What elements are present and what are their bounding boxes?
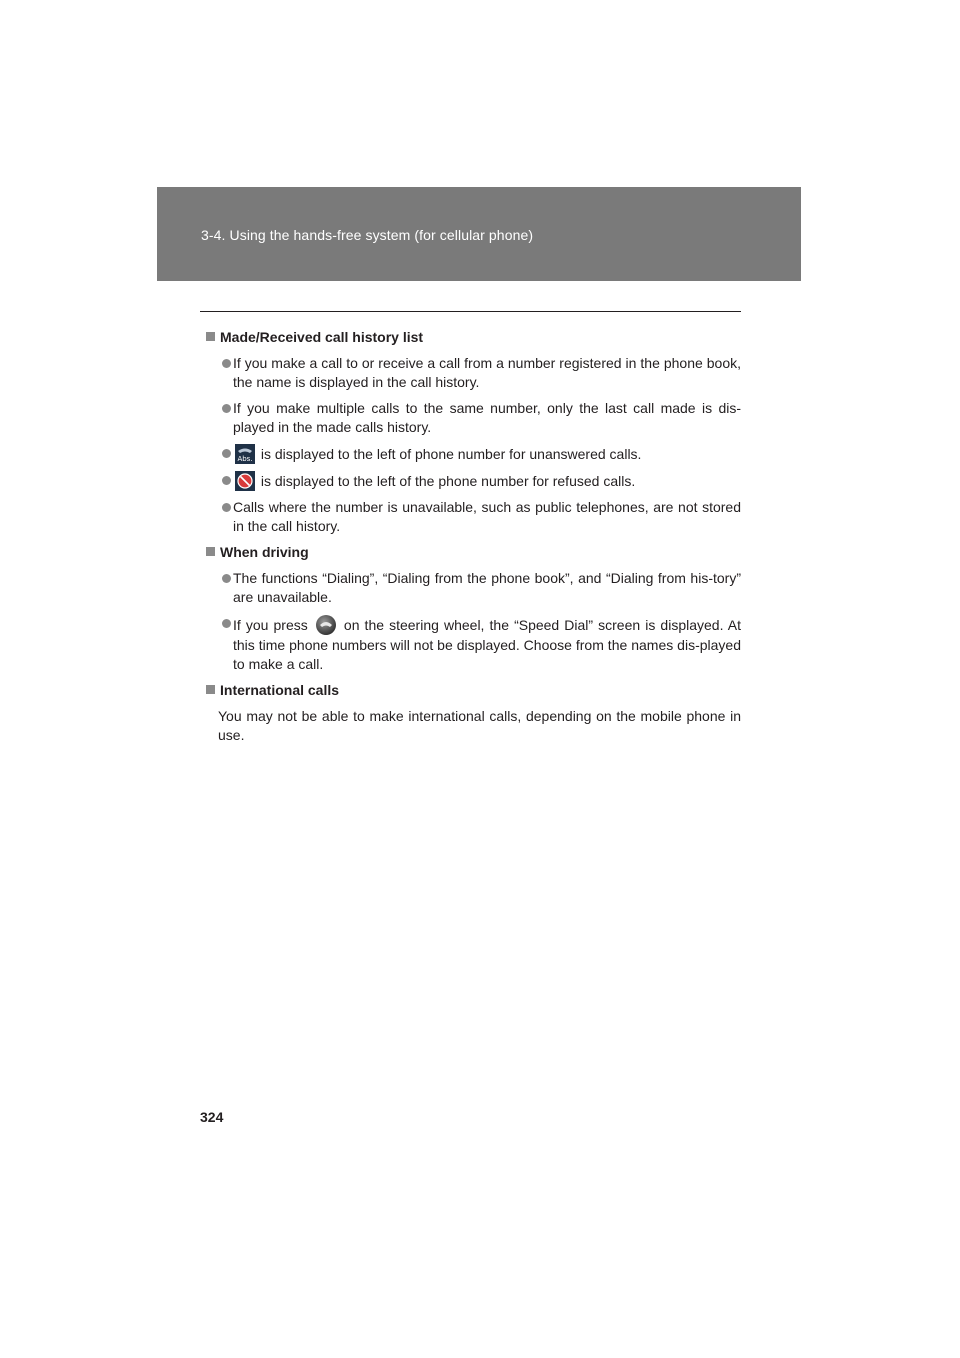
list-item: If you make multiple calls to the same number, only the last call made is dis-played in the made calls history. [206, 399, 741, 437]
list-item: The functions “Dialing”, “Dialing from the phone book”, and “Dialing from his-tory” are unavailable. [206, 569, 741, 607]
refused-call-icon [235, 471, 255, 491]
section-divider [200, 311, 741, 312]
round-bullet-icon [222, 574, 231, 583]
steering-phone-button-icon [315, 614, 337, 636]
section-when-driving [206, 543, 741, 674]
page-content [206, 328, 741, 752]
round-bullet-icon [222, 449, 231, 458]
section-heading: Made/Received call history list [206, 328, 741, 347]
list-item: If you press on the steering wheel, the “Speed Dial” screen is displayed. At this time phone numbers will not be displayed. Choose from the names dis-played to make a call. [206, 614, 741, 674]
round-bullet-icon [222, 359, 231, 368]
square-bullet-icon [206, 685, 215, 694]
svg-text:Abs.: Abs. [237, 455, 253, 463]
list-item: If you make a call to or receive a call from a number registered in the phone book, the name is displayed in the call history. [206, 354, 741, 392]
list-item: Calls where the number is unavailable, such as public telephones, are not stored in the call history. [206, 498, 741, 536]
round-bullet-icon [222, 476, 231, 485]
round-bullet-icon [222, 503, 231, 512]
chapter-title: 3-4. Using the hands-free system (for cellular phone) [201, 227, 534, 243]
square-bullet-icon [206, 547, 215, 556]
paragraph: You may not be able to make international calls, depending on the mobile phone in use. [218, 708, 741, 743]
round-bullet-icon [222, 619, 231, 628]
section-heading: When driving [206, 543, 741, 562]
page-number: 324 [200, 1109, 224, 1125]
abs-missed-call-icon [235, 444, 255, 464]
section-heading: International calls [206, 681, 741, 700]
square-bullet-icon [206, 332, 215, 341]
list-item: is displayed to the left of the phone number for refused calls. [206, 471, 741, 491]
section-international-calls [206, 681, 741, 745]
chapter-header-bar [157, 187, 801, 281]
section-call-history [206, 328, 741, 536]
round-bullet-icon [222, 404, 231, 413]
list-item: Abs. is displayed to the left of phone number for unanswered calls. [206, 444, 741, 464]
